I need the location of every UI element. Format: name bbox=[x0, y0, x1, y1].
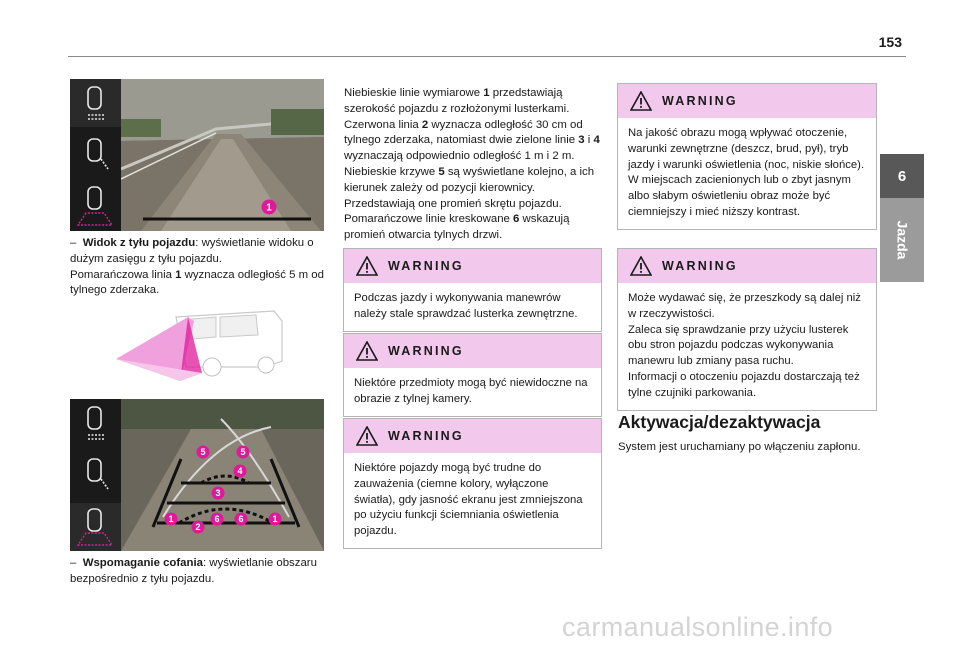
warning-box-image-quality bbox=[617, 83, 877, 230]
left-text-item1: – Widok z tyłu pojazdu: wyświetlanie widoku o dużym zasięgu z tyłu pojazdu. Pomarańczowa linia 1 wyznacza odległość 5 m od tylnego zderzaka. bbox=[70, 237, 324, 297]
svg-text:6: 6 bbox=[238, 514, 244, 524]
warning-text: Niektóre pojazdy mogą być trudne do zauważenia (ciemne kolory, wyłączone światła), gdy jasność ekranu jest zmniejszona po użyciu funkcji ściemniania oświetlenia pojazdu. bbox=[354, 462, 583, 538]
warning-box-objects bbox=[343, 333, 602, 417]
warning-box-obstacles bbox=[617, 248, 877, 411]
warning-triangle-icon bbox=[356, 341, 378, 361]
svg-text:4: 4 bbox=[237, 466, 243, 476]
warning-paragraph: Może wydawać się, że przeszkody są dalej niż w rzeczywistości. bbox=[628, 292, 861, 320]
reversing-assist-camera-figure bbox=[70, 399, 324, 551]
svg-text:6: 6 bbox=[214, 514, 220, 524]
warning-triangle-icon bbox=[356, 426, 378, 446]
warning-paragraph: Na jakość obrazu mogą wpływać otoczenie, warunki zewnętrzne (deszcz, brud, pył), tryb jazdy i warunki oświetlenia (noc, niskie słońce). bbox=[628, 127, 865, 171]
svg-text:2: 2 bbox=[195, 522, 201, 532]
warning-body bbox=[618, 118, 876, 229]
svg-text:1: 1 bbox=[168, 514, 174, 524]
warning-box-vehicles bbox=[343, 418, 602, 549]
chapter-tab-number: 6 bbox=[880, 154, 924, 198]
warning-paragraph: Informacji o otoczeniu pojazdu dostarczają też tylne czujniki parkowania. bbox=[628, 370, 860, 399]
svg-text:5: 5 bbox=[240, 447, 246, 457]
watermark: carmanualsonline.info bbox=[562, 612, 834, 642]
section-body: System jest uruchamiany po włączeniu zapłonu. bbox=[618, 441, 861, 453]
warning-title: WARNING bbox=[662, 94, 738, 108]
van-camera-field-illustration bbox=[116, 303, 284, 389]
warning-title: WARNING bbox=[388, 429, 464, 443]
svg-text:3: 3 bbox=[215, 488, 221, 498]
middle-intro-text: Niebieskie linie wymiarowe 1 przedstawiają szerokość pojazdu z rozłożonymi lusterkami. Czerwona linia 2 wyznacza odległość 30 cm od tylnego zderzaka, natomiast dwie zielone linie 3 i 4 wyznaczają odpowiednio odległość 1 m i 2 m. Niebieskie krzywe 5 są wyświetlane kolejno, a ich kierunek zależy od pozycji kierownicy. Przedstawiają one promień skrętu pojazdu. Pomarańczowe linie kreskowane 6 wskazują promień otwarcia tylnych drzwi. bbox=[344, 87, 600, 242]
warning-header bbox=[344, 249, 601, 283]
camera-mode-icons bbox=[70, 79, 121, 231]
warning-paragraph: W miejscach zacienionych lub o zbyt jasnym albo słabym oświetleniu obraz może być ciemniejszy i mieć niższy kontrast. bbox=[628, 174, 851, 218]
warning-header bbox=[344, 334, 601, 368]
page-number: 153 bbox=[878, 34, 902, 50]
camera-mode-icons-2 bbox=[70, 399, 121, 551]
warning-title: WARNING bbox=[388, 344, 464, 358]
svg-text:5: 5 bbox=[200, 447, 206, 457]
warning-triangle-icon bbox=[630, 91, 652, 111]
chapter-tab-title: Jazda bbox=[893, 220, 910, 260]
camera-image bbox=[121, 79, 324, 231]
warning-title: WARNING bbox=[662, 259, 738, 273]
section-heading: Aktywacja/dezaktywacja bbox=[618, 412, 821, 432]
marker-labels-icon bbox=[121, 399, 324, 551]
warning-body bbox=[618, 283, 876, 410]
warning-header bbox=[344, 419, 601, 453]
rear-view-camera-figure bbox=[70, 79, 324, 231]
warning-text: Niektóre przedmioty mogą być niewidoczne na obrazie z tylnej kamery. bbox=[354, 377, 588, 405]
warning-triangle-icon bbox=[630, 256, 652, 276]
warning-text: Podczas jazdy i wykonywania manewrów należy stale sprawdzać lusterka zewnętrzne. bbox=[354, 292, 578, 320]
header-rule bbox=[68, 56, 906, 57]
camera-mode-sidebar bbox=[70, 79, 121, 231]
warning-header bbox=[618, 249, 876, 283]
marker-1-icon bbox=[261, 199, 277, 215]
left-text-item2: – Wspomaganie cofania: wyświetlanie obszaru bezpośrednio z tyłu pojazdu. bbox=[70, 557, 317, 585]
warning-box-mirrors bbox=[343, 248, 602, 332]
camera-mode-sidebar-2 bbox=[70, 399, 121, 551]
svg-text:1: 1 bbox=[272, 514, 278, 524]
svg-text:1: 1 bbox=[266, 202, 272, 214]
warning-triangle-icon bbox=[356, 256, 378, 276]
warning-title: WARNING bbox=[388, 259, 464, 273]
warning-paragraph: Zaleca się sprawdzanie przy użyciu lusterek obu stron pojazdu podczas wykonywania manewru lub zmiany pasa ruchu. bbox=[628, 323, 849, 368]
warning-header bbox=[618, 84, 876, 118]
